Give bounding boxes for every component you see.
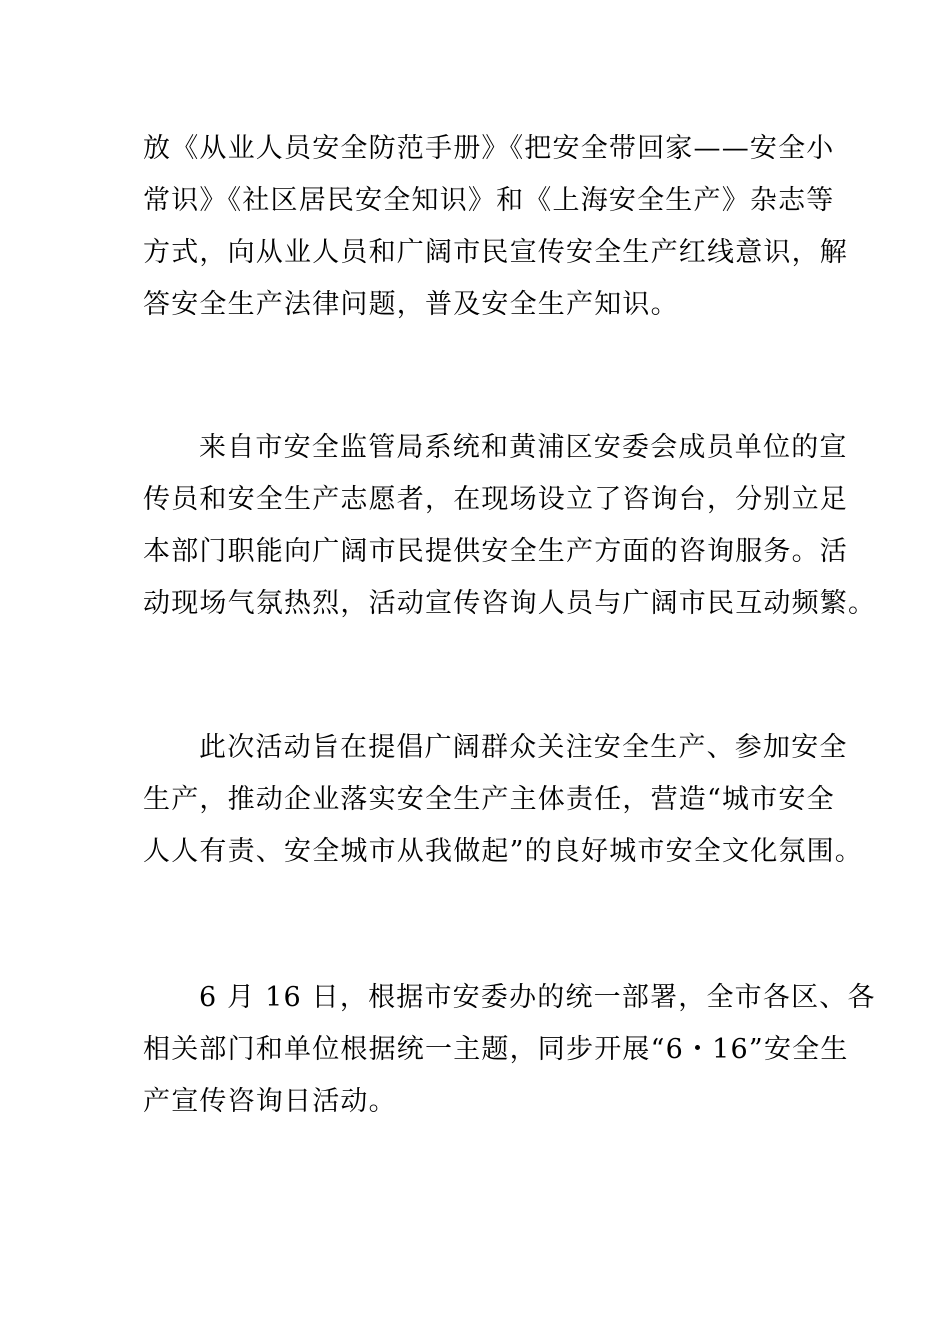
paragraph-line: 动现场气氛热烈，活动宣传咨询人员与广阔市民互动频繁。 <box>143 588 877 619</box>
paragraph-line: 常识》《社区居民安全知识》和《上海安全生产》杂志等 <box>143 185 835 216</box>
paragraph-3 <box>143 722 864 878</box>
paragraph-line: 此次活动旨在提倡广阔群众关注安全生产、参加安全 <box>199 732 848 763</box>
paragraph-line: 6 月 16 日，根据市安委办的统一部署，全市各区、各 <box>199 982 876 1013</box>
paragraph-line: 相关部门和单位根据统一主题，同步开展“6・16”安全生 <box>143 1034 849 1065</box>
paragraph-line: 产宣传咨询日活动。 <box>143 1086 397 1117</box>
paragraph-line: 本部门职能向广阔市民提供安全生产方面的咨询服务。活 <box>143 536 848 567</box>
paragraph-4 <box>143 972 876 1128</box>
paragraph-line: 放《从业人员安全防范手册》《把安全带回家——安全小 <box>143 133 835 164</box>
paragraph-1 <box>143 123 848 331</box>
paragraph-line: 答安全生产法律问题，普及安全生产知识。 <box>143 289 679 320</box>
paragraph-2 <box>143 422 877 630</box>
paragraph-line: 来自市安全监管局系统和黄浦区安委会成员单位的宣 <box>199 432 848 463</box>
paragraph-line: 人人有责、安全城市从我做起”的良好城市安全文化氛围。 <box>143 836 864 867</box>
paragraph-line: 生产，推动企业落实安全生产主体责任，营造“城市安全 <box>143 784 835 815</box>
paragraph-line: 方式，向从业人员和广阔市民宣传安全生产红线意识，解 <box>143 237 848 268</box>
paragraph-line: 传员和安全生产志愿者，在现场设立了咨询台，分别立足 <box>143 484 848 515</box>
